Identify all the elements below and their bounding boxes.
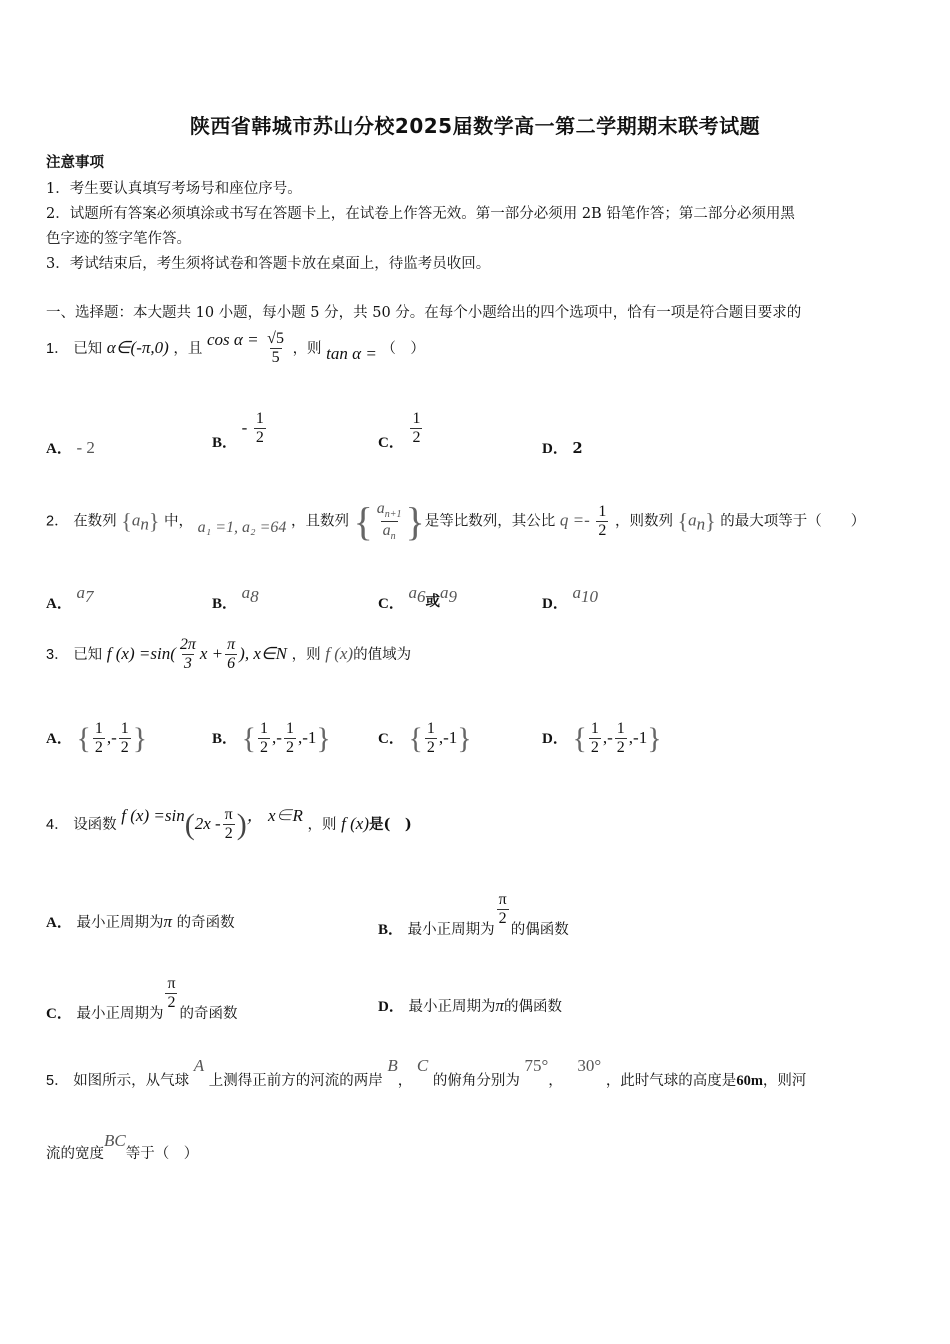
fraction-denominator: 2 xyxy=(285,739,294,757)
math-expression: f (x) xyxy=(341,813,369,833)
fraction xyxy=(284,720,296,758)
q2-option-d[interactable] xyxy=(542,582,598,612)
option-text: 的偶函数 xyxy=(510,921,569,938)
question-text: 在数列 xyxy=(73,513,117,530)
fraction-denominator: 2 xyxy=(590,739,599,757)
fraction xyxy=(178,636,198,674)
subscript: n xyxy=(696,514,706,534)
notice-item: 1．考生要认真填写考场号和座位序号。 xyxy=(46,181,302,197)
option-label: D． xyxy=(378,999,404,1015)
math-var: a xyxy=(376,500,385,518)
fraction-numerator: 1 xyxy=(426,720,435,737)
question-number: 4． xyxy=(46,816,69,833)
option-label: B． xyxy=(212,596,238,612)
math-expression: f (x) =sin xyxy=(121,805,185,825)
option-label: A． xyxy=(46,441,72,457)
question-text: 已知 xyxy=(73,340,103,357)
option-label: D． xyxy=(542,596,568,612)
fraction-numerator: 1 xyxy=(94,720,103,737)
brace: { xyxy=(76,721,91,755)
brace: } xyxy=(132,721,148,755)
fraction-denominator: 2 xyxy=(412,429,421,447)
q4-option-a[interactable] xyxy=(46,891,235,931)
section-heading: 一、选择题：本大题共 10 小题，每小题 5 分，共 50 分。在每个小题给出的四个选项中，恰有一项是符合题目要求的 xyxy=(46,305,802,321)
brace: } xyxy=(316,721,331,755)
fraction-numerator: 1 xyxy=(616,720,625,737)
option-text: 的奇函数 xyxy=(171,915,235,931)
question-text: ，则 xyxy=(291,646,321,663)
fraction-numerator: 1 xyxy=(598,502,607,520)
question-text: 的值域为 xyxy=(353,646,412,663)
q1-option-b[interactable] xyxy=(212,410,268,451)
math-value: 75° xyxy=(524,1056,549,1075)
q1-option-d[interactable] xyxy=(542,437,583,458)
subscript: 8 xyxy=(250,586,259,606)
math-symbol: A xyxy=(193,1056,205,1075)
fraction xyxy=(119,720,131,758)
math-symbol: BC xyxy=(104,1131,126,1150)
option-value: - 2 xyxy=(76,438,95,457)
brace: } xyxy=(457,721,472,755)
separator: ,- xyxy=(106,727,117,747)
math-expression: f (x) =sin( xyxy=(106,643,176,663)
option-value: a xyxy=(408,583,417,602)
q3-option-d[interactable] xyxy=(542,720,662,758)
math-expression: x + xyxy=(199,643,224,663)
brace: { xyxy=(677,508,689,534)
fraction-denominator: 2 xyxy=(120,739,129,757)
notice-heading: 注意事项 xyxy=(46,154,104,171)
notice-item: 2．试题所有答案必须填涂或书写在答题卡上，在试卷上作答无效。第一部分必须用 2B 铅笔作答；第二部分必须用黑 xyxy=(46,206,795,222)
brace: } xyxy=(148,508,160,534)
paren: ) xyxy=(236,807,247,841)
fraction xyxy=(615,720,627,758)
option-label: B． xyxy=(212,730,238,747)
subscript: 6 xyxy=(416,586,426,606)
option-value: a xyxy=(572,583,581,602)
brace: { xyxy=(572,721,587,755)
brace: { xyxy=(121,508,132,534)
fraction xyxy=(225,636,237,674)
fraction-denominator: 2 xyxy=(598,522,607,539)
fraction xyxy=(223,806,235,844)
option-connector: 或 xyxy=(425,593,440,610)
page-title: 陕西省韩城市苏山分校2025届数学高一第二学期期末联考试题 xyxy=(189,114,761,138)
math-expression: tan α = xyxy=(326,343,377,363)
fraction-numerator: 1 xyxy=(285,720,294,737)
question-number: 5． xyxy=(46,1073,69,1089)
math-expression: α∈(-π,0) xyxy=(106,337,169,357)
question-text: ，此时气球的高度是 xyxy=(605,1073,737,1089)
question-text: ，且数列 xyxy=(290,513,349,530)
paren: ( xyxy=(184,807,195,841)
option-text: 最小正周期为 xyxy=(407,921,495,938)
fraction xyxy=(425,720,437,758)
math-symbol: B xyxy=(387,1056,398,1075)
fraction-numerator: √5 xyxy=(267,330,284,347)
question-text: ，则 xyxy=(292,340,322,357)
math-expression: ， x∈R xyxy=(246,805,303,825)
q3-option-a[interactable] xyxy=(46,720,147,758)
option-text: 最小正周期为 xyxy=(408,999,496,1015)
question-2 xyxy=(46,498,865,545)
math-value: 30° xyxy=(577,1056,602,1075)
option-label: C． xyxy=(378,434,404,451)
fraction-numerator: 1 xyxy=(120,720,129,737)
option-text: 的偶函数 xyxy=(503,999,562,1015)
q2-option-b[interactable] xyxy=(212,582,259,612)
fraction-numerator xyxy=(375,500,404,521)
question-4 xyxy=(46,806,412,844)
option-label: C． xyxy=(46,1005,72,1022)
separator: ,- xyxy=(272,727,282,747)
fraction xyxy=(375,500,404,542)
fraction-denominator: 2 xyxy=(498,910,507,928)
option-value: a xyxy=(241,583,251,602)
fraction-denominator: 2 xyxy=(426,739,435,757)
fraction-denominator: 2 xyxy=(616,739,625,757)
subscript: n xyxy=(140,514,149,534)
q3-option-c[interactable] xyxy=(378,720,472,758)
option-text: 的奇函数 xyxy=(179,1005,238,1022)
brace: } xyxy=(705,508,716,534)
question-text: ， xyxy=(397,1073,413,1089)
fraction-numerator: 1 xyxy=(590,720,599,737)
subscript: 10 xyxy=(580,586,598,606)
fraction-denominator: 5 xyxy=(271,349,280,367)
question-text: ，且 xyxy=(173,340,203,357)
option-sign: - xyxy=(241,417,248,437)
fraction-numerator: π xyxy=(167,975,176,992)
q4-option-c[interactable] xyxy=(46,975,238,1022)
math-symbol: π xyxy=(163,912,172,931)
question-text: 中， xyxy=(164,513,194,530)
separator: ,-1 xyxy=(297,727,317,747)
subscript: n xyxy=(390,531,396,543)
math-expression: cos α = xyxy=(207,329,259,349)
option-text: 最小正周期为 xyxy=(76,1005,164,1022)
answer-blank: （ ） xyxy=(381,340,425,357)
separator: ,-1 xyxy=(628,727,648,747)
q4-option-b[interactable] xyxy=(378,891,569,938)
question-3 xyxy=(46,636,411,674)
option-label: C． xyxy=(378,596,404,612)
question-text: 流的宽度 xyxy=(46,1146,104,1162)
question-number: 2． xyxy=(46,513,69,530)
brace: } xyxy=(647,721,662,755)
math-expression: 2x - xyxy=(194,813,221,833)
fraction-numerator: π xyxy=(224,806,233,823)
question-text: 等于（ ） xyxy=(125,1146,199,1162)
math-value: 60m xyxy=(736,1073,763,1089)
question-text: ，则数列 xyxy=(614,513,673,530)
brace: { xyxy=(408,721,423,755)
fraction-denominator: 2 xyxy=(260,739,269,757)
option-text: 最小正周期为 xyxy=(76,915,164,931)
question-text: 上测得正前方的河流的两岸 xyxy=(208,1073,383,1089)
separator: ,- xyxy=(602,727,613,747)
fraction xyxy=(410,410,422,448)
fraction xyxy=(497,891,509,929)
fraction xyxy=(589,720,601,758)
question-text: ，则 xyxy=(307,816,337,833)
notice-item: 色字迹的签字笔作答。 xyxy=(46,231,191,247)
math-symbol: C xyxy=(416,1056,429,1075)
question-text: 已知 xyxy=(73,646,103,663)
option-value: 2 xyxy=(572,440,583,457)
option-label: B． xyxy=(378,921,404,938)
fraction-denominator: 2 xyxy=(167,994,176,1012)
question-text: 如图所示，从气球 xyxy=(73,1073,190,1089)
math-expression: a xyxy=(131,510,141,530)
question-5 xyxy=(46,1055,807,1089)
fraction-denominator: 2 xyxy=(255,429,264,447)
option-label: A． xyxy=(46,596,72,612)
question-text: 是等比数列，其公比 xyxy=(424,513,556,530)
subscript: 7 xyxy=(84,586,94,606)
fraction-denominator xyxy=(381,521,398,543)
fraction-numerator: π xyxy=(227,636,236,653)
question-number: 1． xyxy=(46,340,69,357)
fraction-numerator: π xyxy=(498,891,507,908)
option-value: a xyxy=(439,583,449,602)
q2-option-c[interactable] xyxy=(378,582,457,612)
fraction xyxy=(165,975,177,1013)
math-expression: q =- xyxy=(559,510,590,530)
option-label: B． xyxy=(212,434,238,451)
notice-item: 3．考试结束后，考生须将试卷和答题卡放在桌面上，待监考员收回。 xyxy=(46,256,491,272)
option-value: a xyxy=(76,583,85,602)
q1-option-c[interactable] xyxy=(378,410,424,451)
fraction xyxy=(265,330,286,368)
question-number: 3． xyxy=(46,646,69,663)
math-expression: a xyxy=(688,510,697,530)
question-text: 设函数 xyxy=(73,816,117,833)
brace: { xyxy=(241,721,257,755)
question-1 xyxy=(46,330,425,368)
fraction-numerator: 1 xyxy=(255,410,264,427)
brace: } xyxy=(405,499,425,544)
q4-option-d[interactable] xyxy=(378,975,562,1015)
fraction xyxy=(258,720,270,758)
fraction xyxy=(596,503,608,541)
fraction-denominator: 6 xyxy=(227,655,236,673)
subscript: 9 xyxy=(448,586,457,606)
math-symbol: π xyxy=(495,996,504,1015)
math-expression: a₁ =1, a₂ =64 xyxy=(197,518,287,536)
math-expression: f (x) xyxy=(325,643,354,663)
fraction xyxy=(254,410,266,448)
math-expression: ), x∈N xyxy=(239,643,288,663)
q3-option-b[interactable] xyxy=(212,720,331,758)
option-label: A． xyxy=(46,915,72,931)
separator: ,-1 xyxy=(438,727,458,747)
question-text: 是( ) xyxy=(369,815,412,833)
fraction-numerator: 1 xyxy=(260,720,269,737)
fraction-denominator: 2 xyxy=(94,739,103,757)
fraction-numerator: 2π xyxy=(179,636,196,653)
question-text: 的最大项等于（ ） xyxy=(720,513,866,530)
fraction-denominator: 3 xyxy=(183,655,192,673)
option-label: D． xyxy=(542,441,568,457)
option-label: A． xyxy=(46,730,72,747)
question-text: 的俯角分别为 xyxy=(432,1073,520,1089)
question-text: ， xyxy=(548,1073,563,1089)
question-5-cont xyxy=(46,1130,199,1162)
subscript: n+1 xyxy=(384,509,402,521)
q2-option-a[interactable] xyxy=(46,582,94,612)
brace: { xyxy=(353,499,373,544)
math-var: a xyxy=(382,522,391,539)
fraction-denominator: 2 xyxy=(224,825,233,843)
fraction-numerator: 1 xyxy=(412,410,421,427)
q1-option-a[interactable] xyxy=(46,437,95,458)
fraction xyxy=(93,720,105,758)
option-label: D． xyxy=(542,730,568,747)
question-text: ，则河 xyxy=(762,1073,807,1089)
option-label: C． xyxy=(378,730,404,747)
